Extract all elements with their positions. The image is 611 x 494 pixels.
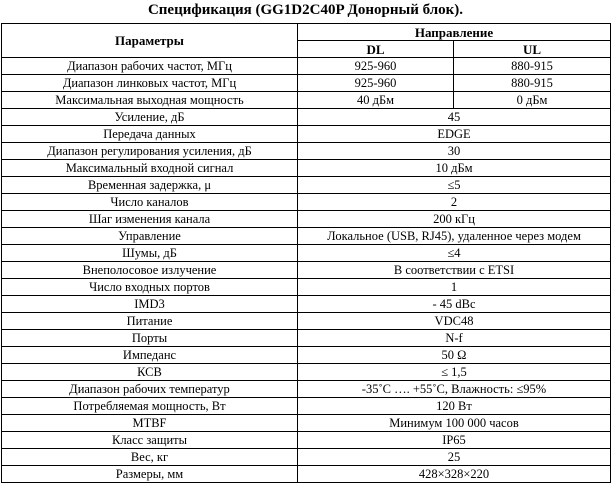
ul-header: UL: [454, 41, 611, 58]
table-row: [2, 466, 611, 483]
param-label: Потребляемая мощность, Вт: [2, 398, 298, 415]
param-label: КСВ: [2, 364, 298, 381]
param-label: IMD3: [2, 296, 298, 313]
ul-value: 880-915: [454, 58, 611, 75]
table-row: [2, 109, 611, 126]
param-value: - 45 dBc: [298, 296, 611, 313]
param-label: Управление: [2, 228, 298, 245]
param-label: Максимальная выходная мощность: [2, 92, 298, 109]
dl-value: 925-960: [298, 75, 454, 92]
param-label: Диапазон рабочих температур: [2, 381, 298, 398]
spec-table-body: [2, 24, 611, 483]
param-label: Размеры, мм: [2, 466, 298, 483]
param-value: ≤5: [298, 177, 611, 194]
param-label: Максимальный входной сигнал: [2, 160, 298, 177]
direction-header: Направление: [298, 24, 611, 41]
param-value: 25: [298, 449, 611, 466]
param-label: Диапазон регулирования усиления, дБ: [2, 143, 298, 160]
param-value: 30: [298, 143, 611, 160]
table-row: [2, 449, 611, 466]
param-value: IP65: [298, 432, 611, 449]
table-row: [2, 347, 611, 364]
param-label: Внеполосовое излучение: [2, 262, 298, 279]
table-row: [2, 296, 611, 313]
param-value: 120 Вт: [298, 398, 611, 415]
table-row: [2, 126, 611, 143]
table-row: [2, 415, 611, 432]
param-value: 50 Ω: [298, 347, 611, 364]
table-row: [2, 381, 611, 398]
table-row: [2, 398, 611, 415]
param-label: Число каналов: [2, 194, 298, 211]
param-value: 1: [298, 279, 611, 296]
table-row: [2, 194, 611, 211]
param-label: Класс защиты: [2, 432, 298, 449]
table-row: [2, 228, 611, 245]
param-value: -35˚C …. +55˚C, Влажность: ≤95%: [298, 381, 611, 398]
param-value: ≤ 1,5: [298, 364, 611, 381]
param-value: 10 дБм: [298, 160, 611, 177]
table-row: [2, 432, 611, 449]
table-row: [2, 262, 611, 279]
table-row: [2, 92, 611, 109]
dl-value: 925-960: [298, 58, 454, 75]
param-label: Диапазон рабочих частот, МГц: [2, 58, 298, 75]
param-label: Питание: [2, 313, 298, 330]
table-row: [2, 177, 611, 194]
table-row: [2, 330, 611, 347]
param-label: Шумы, дБ: [2, 245, 298, 262]
table-row: [2, 160, 611, 177]
document-title: Спецификация (GG1D2C40P Донорный блок).: [147, 2, 464, 18]
param-value: В соответствии с ETSI: [298, 262, 611, 279]
table-row: [2, 75, 611, 92]
param-label: Импеданс: [2, 347, 298, 364]
param-value: 428×328×220: [298, 466, 611, 483]
table-row: [2, 245, 611, 262]
param-value: EDGE: [298, 126, 611, 143]
param-label: Шаг изменения канала: [2, 211, 298, 228]
param-value: 2: [298, 194, 611, 211]
table-row: [2, 58, 611, 75]
param-value: Минимум 100 000 часов: [298, 415, 611, 432]
dl-value: 40 дБм: [298, 92, 454, 109]
param-value: VDC48: [298, 313, 611, 330]
table-row: [2, 313, 611, 330]
param-label: Усиление, дБ: [2, 109, 298, 126]
ul-value: 0 дБм: [454, 92, 611, 109]
param-label: Вес, кг: [2, 449, 298, 466]
table-row: [2, 279, 611, 296]
param-label: MTBF: [2, 415, 298, 432]
param-value: 45: [298, 109, 611, 126]
table-row: [2, 364, 611, 381]
dl-header: DL: [298, 41, 454, 58]
params-header: Параметры: [2, 24, 298, 58]
table-row: [2, 211, 611, 228]
param-label: Передача данных: [2, 126, 298, 143]
spec-table: [1, 23, 611, 483]
param-value: ≤4: [298, 245, 611, 262]
param-value: Локальное (USB, RJ45), удаленное через модем: [298, 228, 611, 245]
param-value: N-f: [298, 330, 611, 347]
param-label: Число входных портов: [2, 279, 298, 296]
ul-value: 880-915: [454, 75, 611, 92]
param-label: Порты: [2, 330, 298, 347]
param-value: 200 кГц: [298, 211, 611, 228]
table-row: [2, 143, 611, 160]
param-label: Диапазон линковых частот, МГц: [2, 75, 298, 92]
header-row: [2, 24, 611, 41]
param-label: Временная задержка, μ: [2, 177, 298, 194]
